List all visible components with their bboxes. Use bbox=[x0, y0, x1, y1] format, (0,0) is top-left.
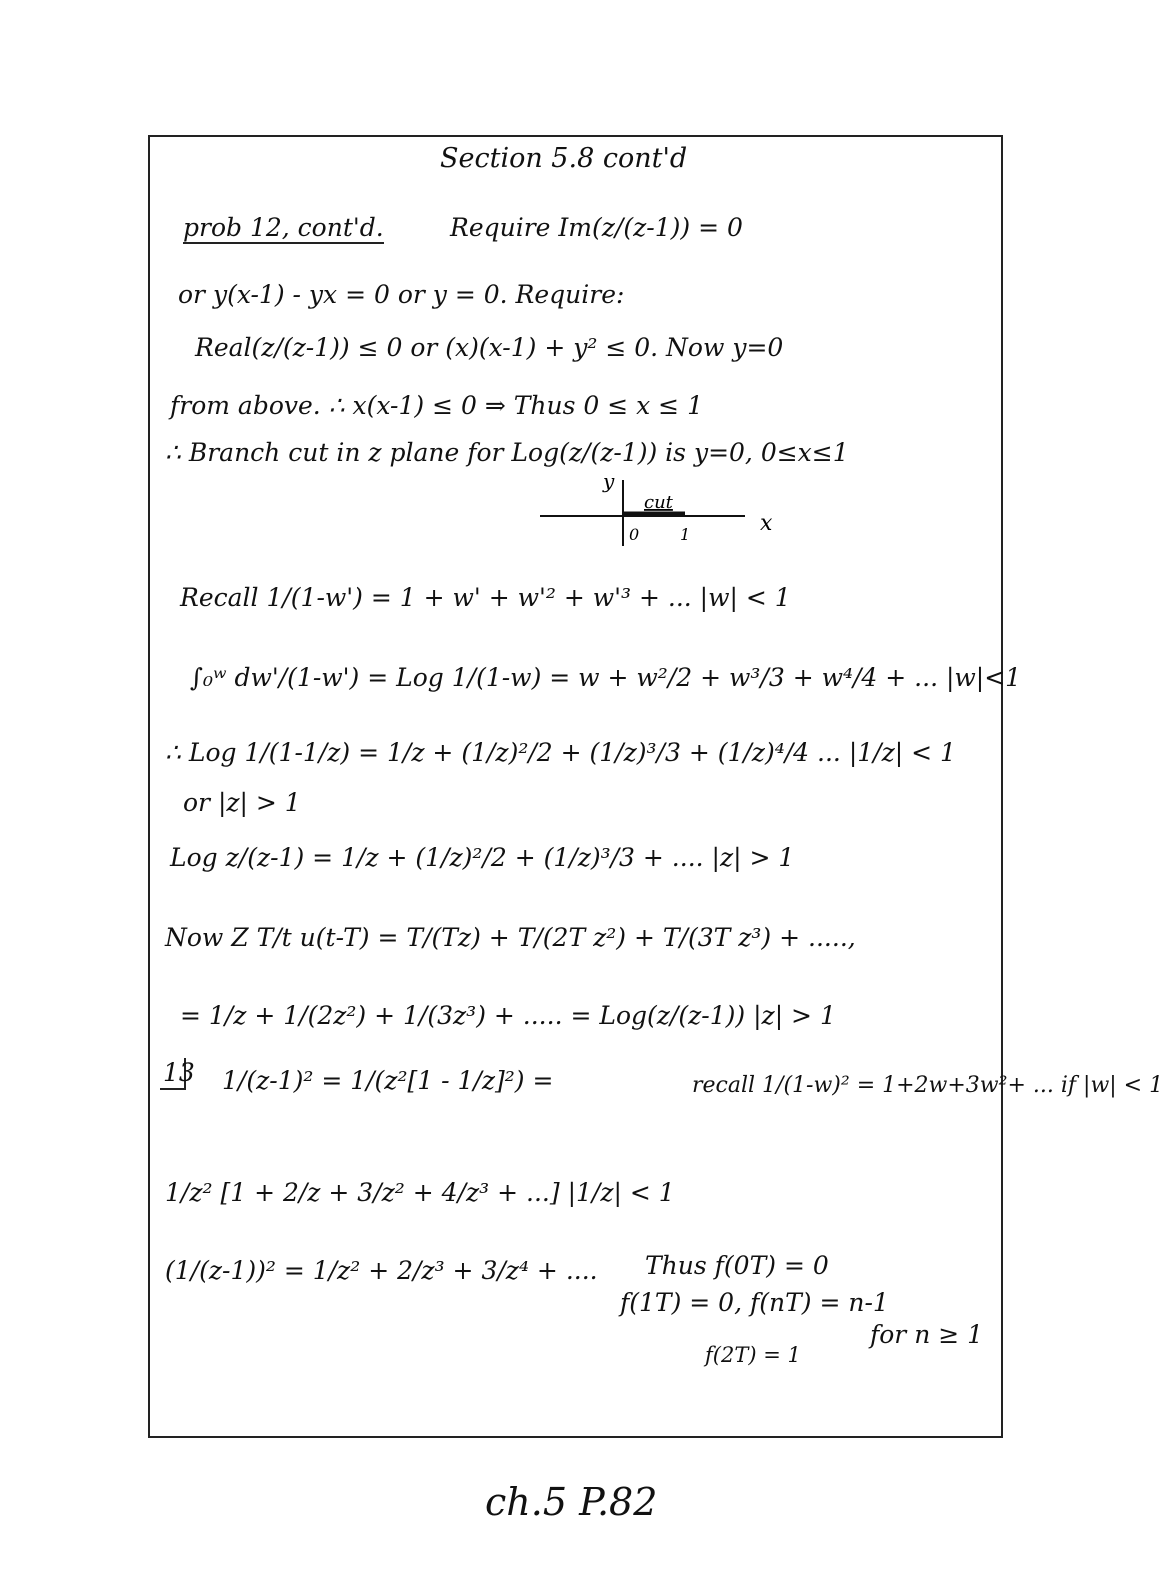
line-for-n: for n ≥ 1 bbox=[870, 1320, 984, 1349]
line-branch-cut: ∴ Branch cut in z plane for Log(z/(z-1)) is y=0, 0≤x≤1 bbox=[165, 438, 849, 467]
tick-1: 1 bbox=[680, 525, 691, 544]
line-f1-fn: f(1T) = 0, f(nT) = n-1 bbox=[620, 1288, 889, 1317]
problem-number: 13 bbox=[163, 1058, 195, 1087]
line-equals-log: = 1/z + 1/(2z²) + 1/(3z³) + ..... = Log(z/(z-1)) |z| > 1 bbox=[180, 1001, 836, 1030]
tick-0: 0 bbox=[629, 525, 640, 544]
cut-label: cut bbox=[644, 492, 673, 513]
line-bracket-series: 1/z² [1 + 2/z + 3/z² + 4/z³ + ...] |1/z| < 1 bbox=[165, 1178, 675, 1207]
branch-cut-sketch bbox=[540, 470, 790, 560]
line-y-zero: or y(x-1) - yx = 0 or y = 0. Require: bbox=[178, 280, 625, 309]
line-require-im: Require Im(z/(z-1)) = 0 bbox=[450, 213, 743, 242]
line-from-above: from above. ∴ x(x-1) ≤ 0 ⇒ Thus 0 ≤ x ≤ 1 bbox=[170, 391, 703, 420]
line-squared-series: (1/(z-1))² = 1/z² + 2/z³ + 3/z⁴ + .... bbox=[165, 1256, 598, 1285]
problem-heading: prob 12, cont'd. bbox=[183, 213, 384, 242]
section-title: Section 5.8 cont'd bbox=[440, 143, 688, 174]
line-thus-f0: Thus f(0T) = 0 bbox=[645, 1251, 829, 1280]
page-footer: ch.5 P.82 bbox=[485, 1480, 658, 1524]
x-axis-label: x bbox=[760, 511, 773, 536]
line-integral: ∫₀ʷ dw'/(1-w') = Log 1/(1-w) = w + w²/2 + w³/3 + w⁴/4 + ... |w|<1 bbox=[190, 663, 1022, 692]
line-z-transform: Now Z T/t u(t-T) = T/(Tz) + T/(2T z²) + T/(3T z³) + ....., bbox=[165, 923, 856, 952]
page-frame bbox=[148, 135, 1003, 1438]
line-recall-geometric: Recall 1/(1-w') = 1 + w' + w'² + w'³ + ... |w| < 1 bbox=[180, 583, 791, 612]
line-log-series: ∴ Log 1/(1-1/z) = 1/z + (1/z)²/2 + (1/z)³/3 + (1/z)⁴/4 ... |1/z| < 1 bbox=[165, 738, 956, 767]
line-real-part: Real(z/(z-1)) ≤ 0 or (x)(x-1) + y² ≤ 0. Now y=0 bbox=[195, 333, 784, 362]
line-z-greater: or |z| > 1 bbox=[183, 788, 301, 817]
line-f2: f(2T) = 1 bbox=[705, 1343, 801, 1367]
line-log-z: Log z/(z-1) = 1/z + (1/z)²/2 + (1/z)³/3 + .... |z| > 1 bbox=[170, 843, 795, 872]
line-recall-derivative: recall 1/(1-w)² = 1+2w+3w²+ ... if |w| < 1 bbox=[692, 1073, 1164, 1098]
y-axis-label: y bbox=[603, 470, 615, 493]
line-prob13-expression: 1/(z-1)² = 1/(z²[1 - 1/z]²) = bbox=[222, 1066, 554, 1095]
